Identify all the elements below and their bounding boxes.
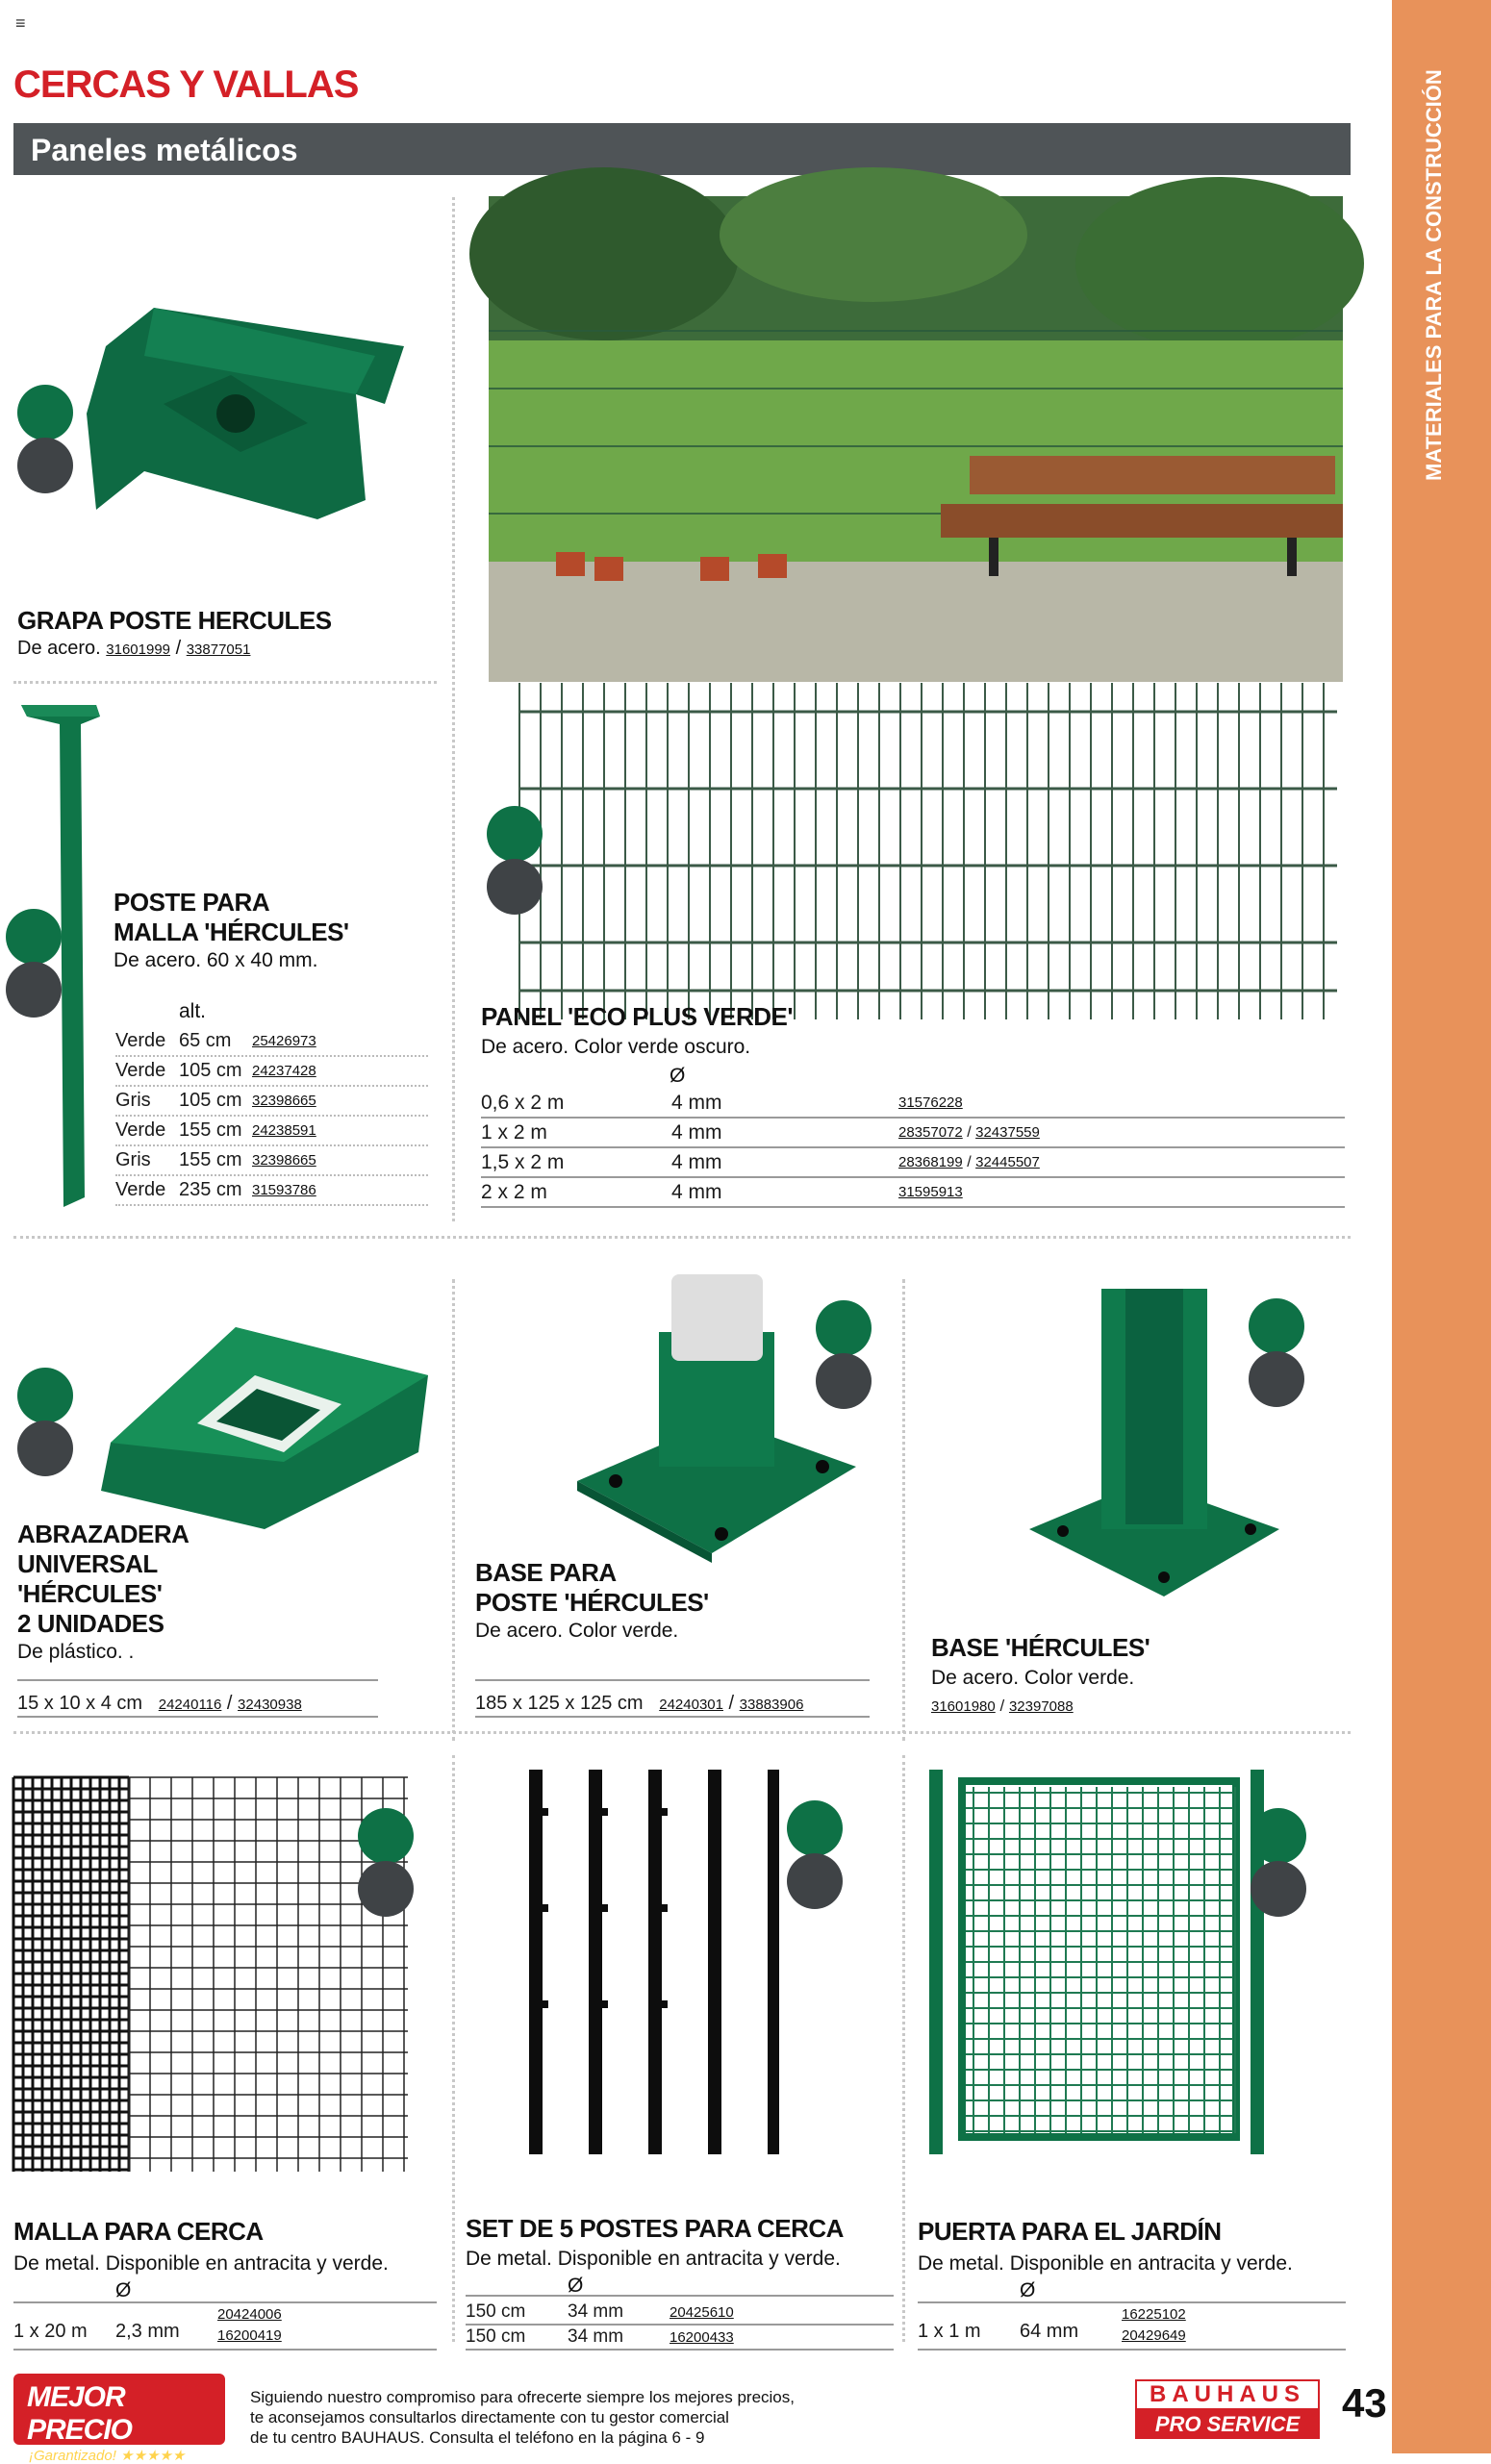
poste-code: 25426973 — [252, 1033, 316, 1049]
panel-codes: 31576228 — [898, 1094, 963, 1111]
grapa-desc: De acero. 31601999 / 33877051 — [17, 638, 251, 659]
divider — [13, 1731, 1351, 1734]
poste-color: Gris — [115, 1149, 151, 1170]
divider — [902, 1279, 905, 1741]
color-swatch-green — [358, 1808, 414, 1864]
divider — [13, 1236, 1351, 1239]
poste-size: 155 cm — [179, 1149, 242, 1170]
puerta-title: PUERTA PARA EL JARDÍN — [918, 2217, 1222, 2246]
poste-size: 235 cm — [179, 1179, 242, 1200]
poste-code: 32398665 — [252, 1152, 316, 1169]
divider — [452, 1279, 455, 1741]
postes-table — [466, 2301, 894, 2351]
diameter-symbol: Ø — [1020, 2279, 1036, 2301]
rule — [13, 2349, 437, 2351]
malla-diam: 2,3 mm — [115, 2321, 180, 2342]
malla-roll-image — [13, 1777, 417, 2172]
divider — [452, 1755, 455, 2342]
panel-size: 1 x 2 m — [481, 1120, 547, 1144]
puerta-code-2: 20429649 — [1122, 2327, 1186, 2344]
rule — [17, 1716, 378, 1718]
mejor-precio-badge: MEJOR PRECIO ¡Garantizado! ★★★★★ — [13, 2374, 225, 2445]
poste-size: 105 cm — [179, 1060, 242, 1081]
base-poste-title: BASE PARA POSTE 'HÉRCULES' — [475, 1558, 709, 1617]
abrazadera-title: ABRAZADERA UNIVERSAL 'HÉRCULES' 2 UNIDADES — [17, 1520, 190, 1638]
malla-desc: De metal. Disponible en antracita y verde. — [13, 2252, 389, 2275]
poste-table-row — [115, 1057, 428, 1087]
panel-diam: 4 mm — [671, 1091, 722, 1114]
puerta-size: 1 x 1 m — [918, 2321, 981, 2342]
base-codes: 31601980 / 32397088 — [931, 1697, 1074, 1715]
base-poste-desc: De acero. Color verde. — [475, 1620, 679, 1642]
divider — [13, 681, 437, 684]
panel-codes: 31595913 — [898, 1183, 963, 1200]
puerta-desc: De metal. Disponible en antracita y verde. — [918, 2252, 1293, 2275]
base-poste-spec-row: 185 x 125 x 125 cm 24240301 / 33883906 — [475, 1693, 804, 1714]
panel-size: 1,5 x 2 m — [481, 1150, 565, 1173]
rule — [918, 2349, 1346, 2351]
puerta-gate-image — [923, 1770, 1289, 2154]
poste-color: Verde — [115, 1030, 166, 1051]
panel-size: 0,6 x 2 m — [481, 1091, 565, 1114]
divider — [902, 1755, 905, 2342]
poste-code: 32398665 — [252, 1093, 316, 1109]
page-title: CERCAS Y VALLAS — [13, 63, 359, 106]
panel-mesh-image — [481, 673, 1347, 1029]
diameter-symbol: Ø — [568, 2275, 584, 2297]
panel-diam: 4 mm — [671, 1180, 722, 1203]
rule — [918, 2301, 1346, 2303]
malla-code-2: 16200419 — [217, 2327, 282, 2344]
page-number: 43 — [1342, 2380, 1387, 2426]
base-title: BASE 'HÉRCULES' — [931, 1633, 1150, 1662]
side-label: MATERIALES PARA LA CONSTRUCCIÓN — [1422, 69, 1446, 481]
color-swatch-anthracite — [816, 1353, 872, 1409]
poste-table-row — [115, 1087, 428, 1117]
poste-title: POSTE PARA MALLA 'HÉRCULES' — [114, 888, 349, 946]
rule — [466, 2295, 894, 2297]
poste-table-row — [115, 1176, 428, 1206]
menu-icon[interactable]: ≡ — [15, 13, 26, 33]
abrazadera-spec-row: 15 x 10 x 4 cm 24240116 / 32430938 — [17, 1693, 302, 1714]
color-swatch-anthracite — [17, 438, 73, 493]
color-swatch-green — [816, 1300, 872, 1356]
panel-table — [481, 1089, 1345, 1208]
bauhaus-logo: BAUHAUS — [1135, 2379, 1320, 2410]
diameter-symbol: Ø — [115, 2279, 132, 2301]
poste-code: 31593786 — [252, 1182, 316, 1198]
footer-note: Siguiendo nuestro compromiso para ofrecerte siempre los mejores precios, te aconsejamos consultarlos directamente con tu gestor comercial de tu centro BAUHAUS. Consulta el teléfono en la página 6 - 9 — [250, 2388, 795, 2447]
base-desc: De acero. Color verde. — [931, 1667, 1135, 1689]
grapa-code-1: 31601999 — [106, 641, 171, 658]
panel-diam: 4 mm — [671, 1120, 722, 1144]
postes-diam: 34 mm — [568, 2301, 624, 2322]
color-swatch-green — [17, 385, 73, 440]
abrazadera-image — [91, 1318, 438, 1529]
poste-color: Verde — [115, 1179, 166, 1200]
panel-table-row — [481, 1178, 1345, 1208]
postes-desc: De metal. Disponible en antracita y verde. — [466, 2248, 841, 2270]
postes-diam: 34 mm — [568, 2326, 624, 2347]
abrazadera-desc: De plástico. . — [17, 1641, 135, 1663]
panel-table-row — [481, 1119, 1345, 1148]
color-swatch-anthracite — [17, 1421, 73, 1476]
poste-table-row — [115, 1117, 428, 1146]
panel-table-row — [481, 1148, 1345, 1178]
color-swatch-green — [6, 909, 62, 965]
grapa-title: GRAPA POSTE HERCULES — [17, 606, 332, 635]
rule — [475, 1679, 870, 1681]
poste-size: 105 cm — [179, 1090, 242, 1111]
poste-code: 24237428 — [252, 1063, 316, 1079]
poste-table — [115, 1027, 428, 1206]
postes-table-row — [466, 2301, 894, 2326]
postes-size: 150 cm — [466, 2326, 526, 2347]
panel-title: PANEL 'ECO PLUS VERDE' — [481, 1002, 794, 1031]
color-swatch-green — [1249, 1298, 1304, 1354]
poste-desc: De acero. 60 x 40 mm. — [114, 949, 318, 971]
pro-service-logo: PRO SERVICE — [1135, 2410, 1320, 2439]
poste-table-row — [115, 1146, 428, 1176]
color-swatch-anthracite — [487, 859, 543, 915]
poste-color: Gris — [115, 1090, 151, 1111]
color-swatch-anthracite — [6, 962, 62, 1018]
panel-codes: 28368199 / 32445507 — [898, 1153, 1040, 1170]
base-hercules-image — [1020, 1289, 1289, 1606]
poste-color: Verde — [115, 1060, 166, 1081]
panel-size: 2 x 2 m — [481, 1180, 547, 1203]
postes-code: 16200433 — [670, 2328, 734, 2346]
rule — [17, 1679, 378, 1681]
malla-title: MALLA PARA CERCA — [13, 2217, 264, 2246]
grapa-clip-image — [87, 289, 414, 529]
section-title: Paneles metálicos — [31, 133, 298, 167]
rule — [13, 2301, 437, 2303]
panel-codes: 28357072 / 32437559 — [898, 1123, 1040, 1141]
color-swatch-anthracite — [358, 1861, 414, 1917]
poste-table-row — [115, 1027, 428, 1057]
garden-fence-photo — [489, 196, 1343, 682]
poste-code: 24238591 — [252, 1122, 316, 1139]
malla-size: 1 x 20 m — [13, 2321, 88, 2342]
color-swatch-green — [17, 1368, 73, 1423]
color-swatch-green — [487, 806, 543, 862]
rule — [475, 1716, 870, 1718]
diameter-symbol: Ø — [670, 1065, 686, 1087]
malla-code-1: 20424006 — [217, 2306, 282, 2323]
postes-set-image — [519, 1770, 779, 2154]
postes-title: SET DE 5 POSTES PARA CERCA — [466, 2214, 844, 2243]
section-bar — [13, 123, 1351, 175]
poste-color: Verde — [115, 1119, 166, 1141]
postes-code: 20425610 — [670, 2303, 734, 2321]
poste-size: 155 cm — [179, 1119, 242, 1141]
grapa-code-2: 33877051 — [186, 641, 251, 658]
color-swatch-green — [787, 1800, 843, 1856]
poste-size: 65 cm — [179, 1030, 232, 1051]
color-swatch-anthracite — [787, 1853, 843, 1909]
color-swatch-green — [1251, 1808, 1306, 1864]
puerta-code-1: 16225102 — [1122, 2306, 1186, 2323]
postes-table-row — [466, 2326, 894, 2351]
puerta-diam: 64 mm — [1020, 2321, 1079, 2342]
panel-table-row — [481, 1089, 1345, 1119]
color-swatch-anthracite — [1249, 1351, 1304, 1407]
panel-desc: De acero. Color verde oscuro. — [481, 1036, 751, 1058]
panel-diam: 4 mm — [671, 1150, 722, 1173]
postes-size: 150 cm — [466, 2301, 526, 2322]
color-swatch-anthracite — [1251, 1861, 1306, 1917]
divider — [452, 197, 455, 1221]
poste-col-header: alt. — [179, 1000, 207, 1022]
